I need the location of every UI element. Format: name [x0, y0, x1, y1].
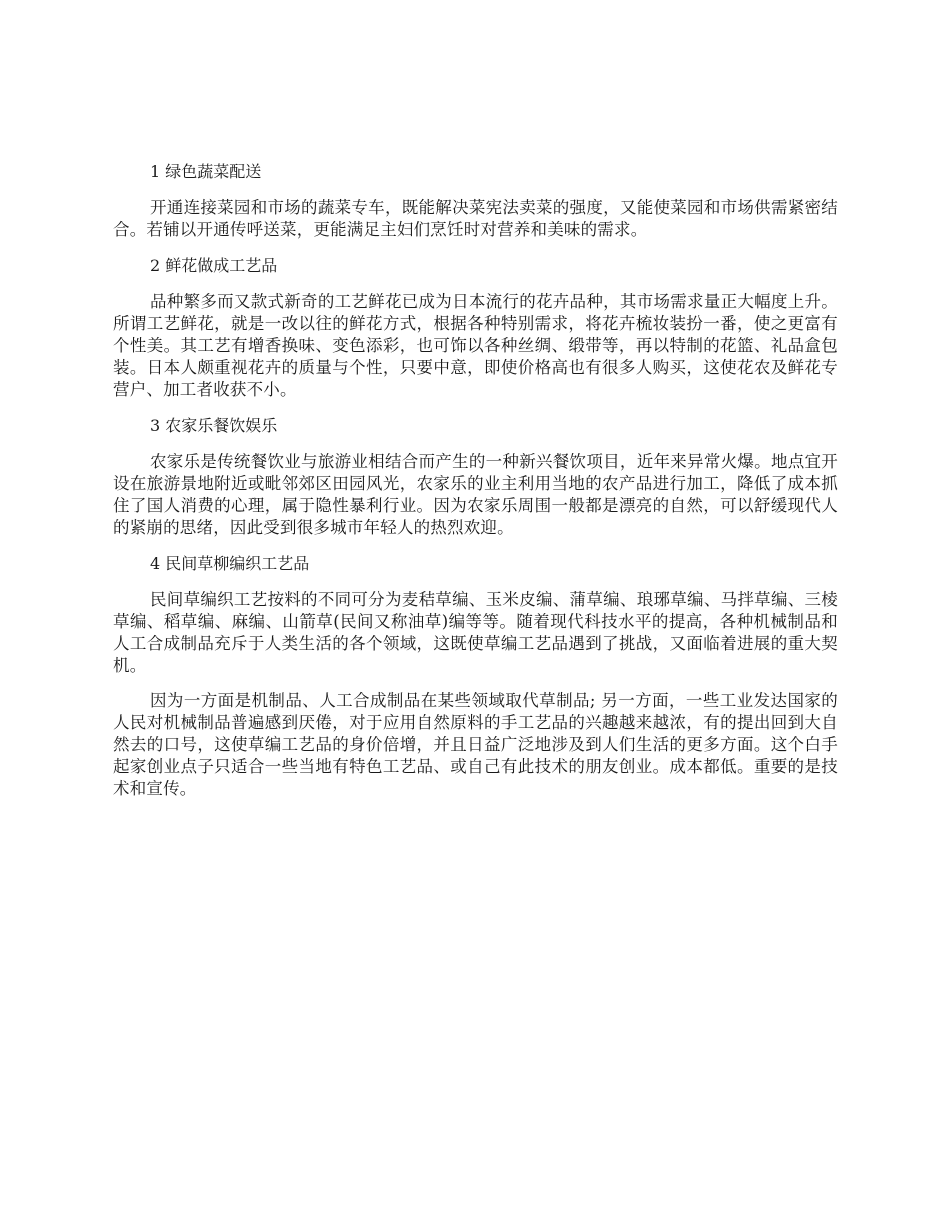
section-heading-green-vegetable-delivery: 1 绿色蔬菜配送 — [150, 162, 262, 181]
section-heading-straw-weaving-crafts: 4 民间草柳编织工艺品 — [150, 554, 310, 573]
section-paragraph: 开通连接菜园和市场的蔬菜专车，既能解决菜宪法卖菜的强度，又能使菜园和市场供需紧密结合。若铺以开通传呼送菜，更能满足主妇们烹饪时对营养和美味的需求。 — [113, 198, 838, 239]
section-paragraph: 因为一方面是机制品、人工合成制品在某些领域取代草制品; 另一方面，一些工业发达国家的人民对机械制品普遍感到厌倦，对于应用自然原料的手工艺品的兴趣越来越浓，有的提出回到大自然去的口号，这使草编工艺品的身价倍增，并且日益广泛地涉及到人们生活的更多方面。这个白手起家创业点子只适合一些当地有特色工艺品、或自己有此技术的朋友创业。成本都低。重要的是技术和宣传。 — [113, 691, 838, 798]
section-paragraph: 民间草编织工艺按料的不同可分为麦秸草编、玉米皮编、蒲草编、琅琊草编、马拌草编、三棱草编、稻草编、麻编、山箭草(民间又称油草)编等等。随着现代科技水平的提高，各种机械制品和人工合成制品充斥于人类生活的各个领域，这既使草编工艺品遇到了挑战，又面临着进展的重大契机。 — [113, 590, 838, 675]
section-heading-flower-crafts: 2 鲜花做成工艺品 — [150, 256, 278, 275]
document-body — [113, 160, 838, 813]
section-heading-farmhouse-dining: 3 农家乐餐饮娱乐 — [150, 416, 278, 435]
section-paragraph: 农家乐是传统餐饮业与旅游业相结合而产生的一种新兴餐饮项目，近年来异常火爆。地点宜开设在旅游景地附近或毗邻郊区田园风光，农家乐的业主利用当地的农产品进行加工，降低了成本抓住了国人消费的心理，属于隐性暴利行业。因为农家乐周围一般都是漂亮的自然，可以舒缓现代人的紧崩的思绪，因此受到很多城市年轻人的热烈欢迎。 — [113, 452, 838, 537]
section-paragraph: 品种繁多而又款式新奇的工艺鲜花已成为日本流行的花卉品种，其市场需求量正大幅度上升。所谓工艺鲜花，就是一改以往的鲜花方式，根据各种特别需求，将花卉梳妆装扮一番，使之更富有个性美。其工艺有增香换味、变色添彩，也可饰以各种丝绸、缎带等，再以特制的花篮、礼品盒包装。日本人颇重视花卉的质量与个性，只要中意，即使价格高也有很多人购买，这使花农及鲜花专营户、加工者收获不小。 — [113, 292, 838, 399]
